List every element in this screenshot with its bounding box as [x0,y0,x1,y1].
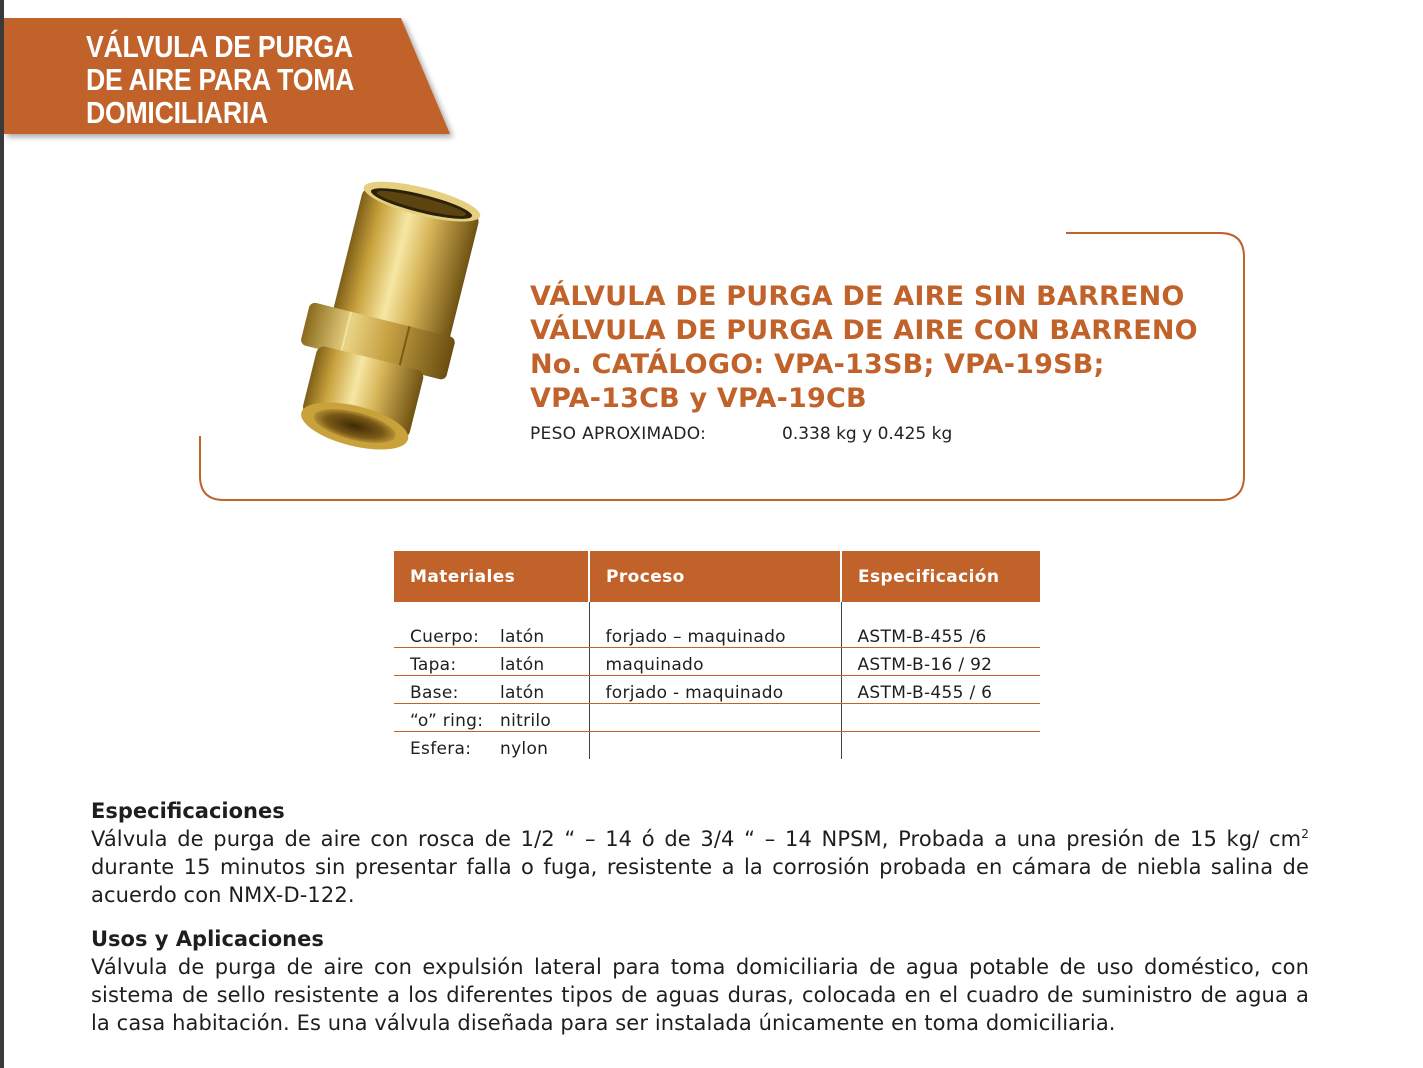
banner-line-3: DOMICILIARIA [86,95,269,130]
table-row [394,704,1040,732]
process-cell [589,732,841,760]
product-title-con-barreno: VÁLVULA DE PURGA DE AIRE CON BARRENO [530,315,1198,346]
spec-cell: ASTM-B-455 / 6 [841,676,1040,704]
spec-cell: ASTM-B-455 /6 [841,620,1040,648]
uses-heading: Usos y Aplicaciones [91,927,324,951]
material-name: latón [500,655,545,675]
process-cell: forjado - maquinado [589,676,841,704]
process-cell: forjado – maquinado [589,620,841,648]
part-name: Tapa: [410,655,457,675]
part-name: Base: [410,683,459,703]
table-row [394,732,1040,760]
material-cell [394,648,589,676]
catalog-number-line-1: No. CATÁLOGO: VPA-13SB; VPA-19SB; [530,349,1105,380]
table-row [394,676,1040,704]
approx-weight [530,424,952,444]
table-row [394,620,1040,648]
catalog-number-line-2: VPA-13CB y VPA-19CB [530,383,867,414]
process-cell [589,704,841,732]
material-name: nitrilo [500,711,552,731]
uses-body: Válvula de purga de aire con expulsión lateral para toma domiciliaria de agua potable de uso doméstico, con sistema de sello resistente a los diferentes tipos de aguas duras, colocada en el cuadro de suministro de agua a la casa habitación. Es una válvula diseñada para ser instalada únicamente en toma domiciliaria. [91,955,1309,1035]
weight-value: 0.338 kg y 0.425 kg [782,424,953,444]
specifications-section [91,797,1309,909]
materials-table [394,551,1040,759]
material-cell [394,676,589,704]
table-spacer-row [394,602,1040,620]
part-name: “o” ring: [410,711,484,731]
specifications-body [91,825,1309,909]
spec-cell [841,704,1040,732]
material-name: latón [500,683,545,703]
header-proceso: Proceso [589,551,841,602]
product-title-sin-barreno: VÁLVULA DE PURGA DE AIRE SIN BARRENO [530,281,1185,312]
specifications-text-2: durante 15 minutos sin presentar falla o fuga, resistente a la corrosión probada en cámara de niebla salina de acuerdo con NMX-D-122. [91,855,1309,907]
header-materiales: Materiales [394,551,589,602]
header-especificacion: Especificación [841,551,1040,602]
brass-valve-photo [250,178,500,468]
process-cell: maquinado [589,648,841,676]
material-cell [394,620,589,648]
product-title-block [530,280,1198,416]
banner-line-2: DE AIRE PARA TOMA [86,62,355,97]
specifications-text-1: Válvula de purga de aire con rosca de 1/2 “ – 14 ó de 3/4 “ – 14 NPSM, Probada a una presión de 15 kg/ cm [91,827,1302,851]
uses-section [91,925,1309,1037]
material-cell [394,732,589,760]
table-header-row [394,551,1040,602]
material-name: nylon [500,739,549,759]
spec-cell [841,732,1040,760]
material-cell [394,704,589,732]
banner-line-1: VÁLVULA DE PURGA [86,29,353,64]
weight-label: PESO APROXIMADO: [530,424,707,444]
part-name: Cuerpo: [410,627,480,647]
part-name: Esfera: [410,739,472,759]
table-row [394,648,1040,676]
specifications-heading: Especificaciones [91,799,285,823]
spec-cell: ASTM-B-16 / 92 [841,648,1040,676]
material-name: latón [500,627,545,647]
superscript-2: 2 [1301,827,1309,841]
